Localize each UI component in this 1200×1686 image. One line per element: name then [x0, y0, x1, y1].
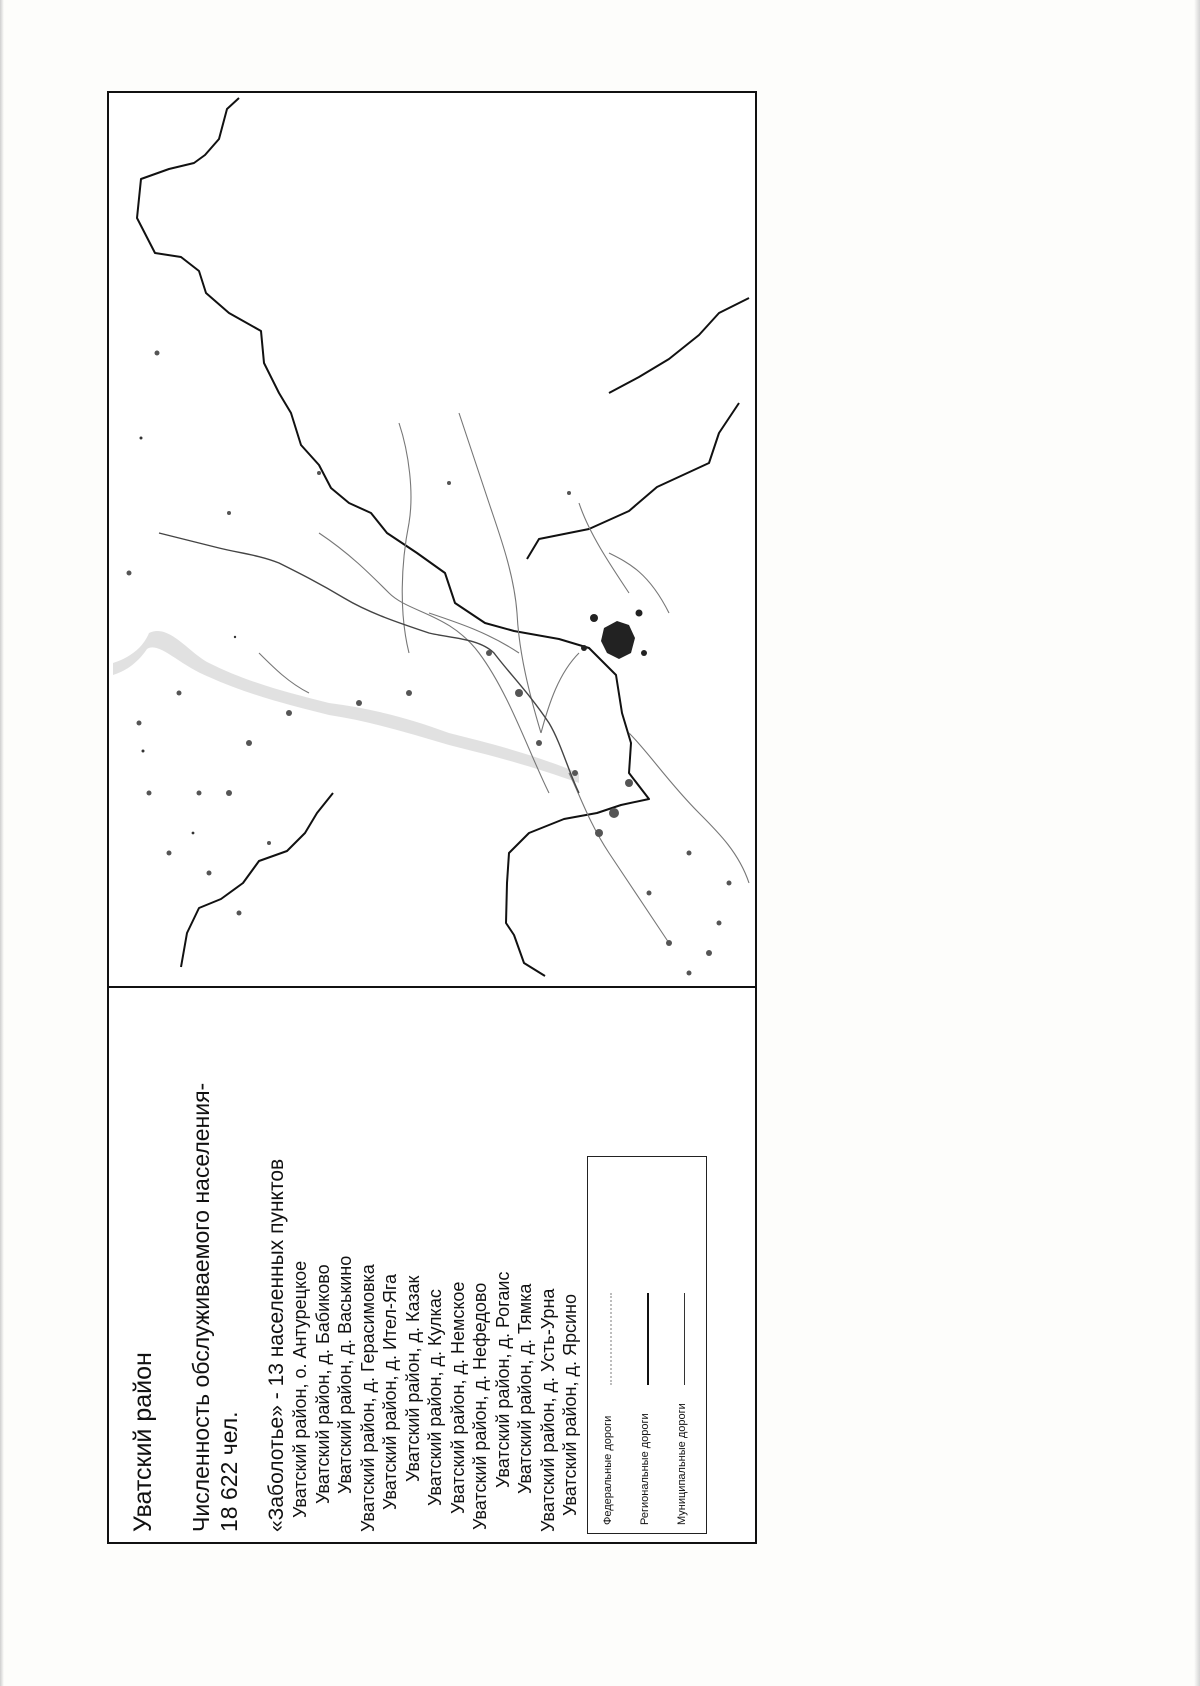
federal-road-swatch	[610, 1293, 612, 1385]
list-item: Уватский район, д. Тямка	[515, 1283, 535, 1494]
settlement-marker	[647, 891, 652, 896]
district-title: Уватский район	[129, 1352, 157, 1532]
list-item: Уватский район, д. Ител-Яга	[380, 1273, 400, 1510]
settlement-marker	[486, 650, 492, 656]
scan-edge-right	[1194, 0, 1200, 1686]
scan-edge-left	[0, 0, 4, 1686]
list-item: Уватский район, д. Нефедово	[470, 1282, 490, 1530]
population-value: 18 622 чел.	[216, 1411, 242, 1532]
settlement-marker	[609, 808, 619, 818]
scan-speck	[234, 636, 236, 638]
scan-speck	[140, 437, 143, 440]
scan-speck	[192, 832, 195, 835]
settlement-marker	[572, 770, 578, 776]
settlement-marker	[226, 790, 232, 796]
settlement-marker	[447, 481, 451, 485]
settlement-marker	[727, 881, 732, 886]
legend-item-regional	[635, 1165, 661, 1525]
road-south-1	[629, 733, 749, 883]
list-item: Уватский район, д. Герасимовка	[357, 1264, 378, 1532]
neighbor-boundary	[609, 298, 749, 393]
info-panel	[109, 986, 755, 1542]
road-branch-2	[541, 653, 579, 733]
list-item: Уватский район, о. Антурецкое	[290, 1260, 310, 1518]
settlement-marker	[237, 911, 242, 916]
settlement-marker	[167, 851, 172, 856]
tobolsk-suburb	[581, 645, 587, 651]
list-item: Уватский район, д. Кулкас	[425, 1289, 445, 1506]
road-network	[259, 413, 749, 943]
list-item: Уватский район, д. Ярсино	[560, 1294, 580, 1516]
river-shading	[113, 631, 579, 783]
settlement-marker	[706, 950, 712, 956]
settlement-marker	[625, 779, 633, 787]
scan-speck	[142, 750, 145, 753]
settlement-marker	[317, 471, 321, 475]
map-legend	[587, 1156, 707, 1534]
region-boundaries	[137, 98, 749, 976]
settlement-marker	[567, 491, 571, 495]
settlement-marker	[286, 710, 292, 716]
population-label: Численность обслуживаемого населения-	[188, 1082, 214, 1532]
settlement-marker	[536, 740, 542, 746]
uvat-district-boundary	[137, 98, 649, 976]
district-map	[109, 93, 755, 986]
tobolsk-urban-area	[581, 610, 647, 660]
settlement-marker	[687, 971, 692, 976]
tobolsk-suburb	[641, 650, 647, 656]
settlement-marker	[127, 571, 132, 576]
legend-item-municipal	[672, 1165, 698, 1525]
tobolsk-suburb	[590, 614, 598, 622]
settlement-group-title: «Заболотье» - 13 населенных пунктов	[265, 1158, 288, 1532]
legend-item-federal	[598, 1165, 624, 1525]
western-boundary	[181, 793, 333, 967]
road-south-2	[569, 773, 669, 943]
road-branch-4	[609, 553, 669, 613]
settlement-marker	[267, 841, 271, 845]
map-panel	[109, 93, 755, 988]
settlement-marker	[666, 940, 672, 946]
list-item: Уватский район, д. Бабиково	[312, 1264, 333, 1504]
settlement-list	[289, 1132, 582, 1532]
settlement-marker	[147, 791, 152, 796]
settlement-marker	[687, 851, 692, 856]
settlement-marker	[155, 351, 160, 356]
map-sheet-frame	[107, 91, 757, 1544]
settlement-marker	[227, 511, 231, 515]
settlement-marker	[356, 700, 362, 706]
settlement-marker	[207, 871, 212, 876]
settlement-marker	[137, 721, 142, 726]
municipal-road-swatch	[684, 1293, 685, 1385]
southern-boundary	[527, 403, 739, 559]
road-main-2	[459, 413, 541, 733]
list-item: Уватский район, д. Усть-Урна	[537, 1288, 558, 1532]
tobolsk-city	[601, 621, 635, 659]
settlement-marker	[717, 921, 722, 926]
info-panel-rotated-content	[109, 986, 755, 1542]
settlement-markers	[127, 351, 732, 976]
settlement-marker	[406, 690, 412, 696]
settlement-marker	[197, 791, 202, 796]
legend-label: Региональные дороги	[639, 1413, 651, 1525]
road-main-3	[399, 423, 411, 653]
road-branch-3	[579, 503, 629, 593]
legend-label: Федеральные дороги	[602, 1415, 614, 1525]
river-shading-irtysh	[113, 631, 579, 783]
tobolsk-suburb	[636, 610, 643, 617]
list-item: Уватский район, д. Рогаис	[492, 1271, 513, 1488]
list-item: Уватский район, д. Казак	[402, 1275, 423, 1482]
settlement-marker	[246, 740, 252, 746]
list-item: Уватский район, д. Васькино	[335, 1255, 355, 1494]
regional-road-swatch	[647, 1293, 649, 1385]
list-item: Уватский район, д. Немское	[447, 1281, 468, 1514]
settlement-marker	[515, 689, 523, 697]
settlement-marker	[177, 691, 182, 696]
settlement-marker	[595, 829, 603, 837]
legend-label: Муниципальные дороги	[676, 1403, 688, 1525]
